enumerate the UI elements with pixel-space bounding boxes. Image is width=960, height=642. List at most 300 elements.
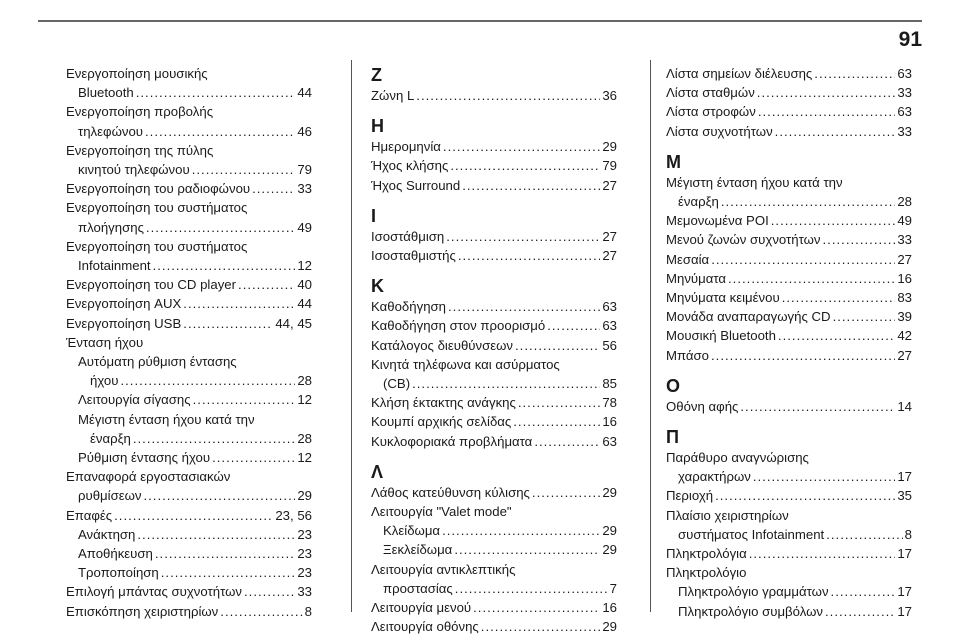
- index-entry-label: Μέγιστη ένταση ήχου κατά την: [666, 174, 843, 190]
- index-page-ref: 44, 45: [275, 315, 312, 331]
- dot-leader: [183, 314, 273, 333]
- index-entry-text: Bluetooth: [78, 85, 134, 101]
- index-entry-text: Λίστα συχνοτήτων: [666, 123, 773, 139]
- dot-leader: [749, 544, 896, 563]
- index-subentry: [371, 521, 617, 540]
- index-entry: [66, 102, 312, 140]
- dot-leader: [448, 297, 600, 316]
- index-entry-line: [371, 227, 617, 246]
- index-entry-line: [666, 346, 912, 365]
- index-page-ref: 12: [297, 450, 312, 466]
- index-subentry: [666, 582, 912, 601]
- index-page-ref: 29: [602, 619, 617, 635]
- index-page-ref: 44: [297, 85, 312, 101]
- index-page-ref: 29: [602, 139, 617, 155]
- index-entry-line: [371, 176, 617, 195]
- index-entry-text: Ισοσταθμιστής: [371, 248, 456, 264]
- index-group: [666, 375, 912, 416]
- index-entry-line: [66, 275, 312, 294]
- index-page-ref: 17: [897, 603, 912, 619]
- index-entry-line: [66, 294, 312, 313]
- index-entry-label: Πληκτρολόγιο: [666, 565, 747, 581]
- index-subentry: [66, 390, 312, 409]
- index-entry-line: [66, 83, 312, 102]
- dot-leader: [442, 521, 600, 540]
- index-entry-text: Λειτουργία οθόνης: [371, 619, 479, 635]
- index-page-ref: 29: [297, 488, 312, 504]
- index-entry-text: Ισοστάθμιση: [371, 228, 445, 244]
- index-entry-line: [371, 336, 617, 355]
- index-entry: [371, 598, 617, 617]
- index-entry: [66, 467, 312, 505]
- dot-leader: [183, 294, 295, 313]
- index-subentry: [66, 525, 312, 544]
- index-page-ref: 63: [602, 318, 617, 334]
- index-entry-line: [371, 598, 617, 617]
- index-entry-text: ρυθμίσεων: [78, 488, 142, 504]
- index-entry-line: [666, 102, 912, 121]
- dot-leader: [192, 160, 296, 179]
- index-page-ref: 56: [602, 337, 617, 353]
- dot-leader: [120, 371, 295, 390]
- index-page-ref: 28: [897, 194, 912, 210]
- index-subentry: [66, 544, 312, 563]
- index-entry-line: [666, 397, 912, 416]
- index-entry: [66, 506, 312, 525]
- index-entry-text: Κυκλοφοριακά προβλήματα: [371, 433, 533, 449]
- index-entry-line: [371, 156, 617, 175]
- index-entry-label: Ένταση ήχου: [66, 334, 144, 350]
- index-page-ref: 8: [304, 603, 312, 619]
- dot-leader: [814, 64, 895, 83]
- index-entry: [371, 156, 617, 175]
- top-rule: [38, 20, 922, 22]
- index-entry-text: Μενού ζωνών συχνοτήτων: [666, 232, 821, 248]
- index-group: [666, 426, 912, 621]
- index-entry-line: [66, 160, 312, 179]
- index-entry: [371, 355, 617, 393]
- index-entry-text: Ενεργοποίηση AUX: [66, 296, 182, 312]
- dot-leader: [458, 246, 601, 265]
- index-entry-text: (CB): [383, 376, 411, 392]
- index-page-ref: 35: [897, 488, 912, 504]
- index-entry-text: Πληκτρολόγια: [666, 546, 747, 562]
- index-page-ref: 33: [297, 181, 312, 197]
- index-page-ref: 49: [897, 213, 912, 229]
- index-entry-text: Ξεκλείδωμα: [383, 542, 453, 558]
- index-entry: [666, 173, 912, 211]
- index-page-ref: 23, 56: [275, 507, 312, 523]
- index-entry-text: τηλεφώνου: [78, 123, 144, 139]
- index-entry-label: Λειτουργία αντικλεπτικής: [371, 561, 516, 577]
- index-entry-label: Αυτόματη ρύθμιση έντασης: [78, 354, 237, 370]
- index-entry-line: [371, 617, 617, 636]
- index-entry-text: Πληκτρολόγιο γραμμάτων: [678, 584, 829, 600]
- index-entry-text: προστασίας: [383, 580, 453, 596]
- index-group: [371, 461, 617, 637]
- index-entry: [66, 179, 312, 198]
- dot-leader: [462, 176, 600, 195]
- index-group: [371, 205, 617, 265]
- index-entry: [371, 137, 617, 156]
- index-page-ref: 27: [602, 177, 617, 193]
- index-entry-line: [666, 64, 912, 83]
- dot-leader: [155, 544, 295, 563]
- index-entry: [371, 483, 617, 502]
- index-entry-line: [371, 316, 617, 335]
- dot-leader: [775, 122, 896, 141]
- index-page-ref: 12: [297, 392, 312, 408]
- index-entry-text: Ημερομηνία: [371, 139, 441, 155]
- dot-leader: [145, 122, 295, 141]
- index-entry: [666, 448, 912, 486]
- dot-leader: [515, 336, 600, 355]
- index-entry-line: [66, 563, 312, 582]
- index-page-ref: 33: [897, 123, 912, 139]
- index-page-ref: 27: [602, 248, 617, 264]
- index-letter-heading: Η: [371, 116, 384, 137]
- index-entry: [666, 288, 912, 307]
- index-page-ref: 78: [602, 395, 617, 411]
- dot-leader: [454, 540, 600, 559]
- index-entry: [371, 227, 617, 246]
- index-entry-text: Ρύθμιση έντασης ήχου: [78, 450, 211, 466]
- column-divider: [351, 60, 352, 612]
- dot-leader: [782, 288, 896, 307]
- index-entry-line: [371, 432, 617, 451]
- index-entry: [371, 246, 617, 265]
- index-entry: [371, 176, 617, 195]
- index-group: [371, 115, 617, 195]
- index-page-ref: 17: [897, 546, 912, 562]
- index-entry-text: Ανάκτηση: [78, 526, 136, 542]
- index-entry-line: [371, 246, 617, 265]
- dot-leader: [833, 307, 896, 326]
- dot-leader: [758, 102, 896, 121]
- index-entry-text: Επισκόπηση χειριστηρίων: [66, 603, 219, 619]
- index-entry-line: [666, 544, 912, 563]
- dot-leader: [220, 602, 302, 621]
- index-page-ref: 33: [897, 85, 912, 101]
- index-entry-line: [371, 374, 617, 393]
- index-entry: [666, 269, 912, 288]
- dot-leader: [252, 179, 295, 198]
- index-page-ref: 63: [897, 66, 912, 81]
- index-entry-line: [666, 288, 912, 307]
- index-page-ref: 29: [602, 484, 617, 500]
- index-entry: [66, 314, 312, 333]
- index-entry: [666, 230, 912, 249]
- dot-leader: [532, 483, 600, 502]
- index-entry-line: [666, 307, 912, 326]
- index-letter-heading: Π: [666, 427, 679, 448]
- index-letter-heading: Μ: [666, 151, 681, 172]
- index-entry-line: [371, 393, 617, 412]
- index-entry-text: Λίστα σημείων διέλευσης: [666, 66, 813, 81]
- index-subentry: [371, 540, 617, 559]
- index-entry-label: Λειτουργία "Valet mode": [371, 504, 512, 520]
- index-entry: [66, 582, 312, 601]
- dot-leader: [753, 467, 895, 486]
- index-entry: [66, 602, 312, 621]
- dot-leader: [831, 582, 896, 601]
- index-entry-text: Λίστα στροφών: [666, 104, 756, 120]
- index-entry-text: Λειτουργία μενού: [371, 600, 472, 616]
- index-entry-line: [66, 525, 312, 544]
- dot-leader: [244, 582, 295, 601]
- dot-leader: [826, 525, 902, 544]
- index-entry: [66, 198, 312, 236]
- index-entry: [666, 544, 912, 563]
- index-entry-text: Μηνύματα κειμένου: [666, 290, 780, 306]
- index-entry-line: [66, 122, 312, 141]
- dot-leader: [153, 256, 296, 275]
- index-entry-line: [66, 371, 312, 390]
- dot-leader: [778, 326, 895, 345]
- index-entry: [666, 346, 912, 365]
- index-group: [371, 64, 617, 105]
- dot-leader: [757, 83, 896, 102]
- index-entry-text: έναρξη: [678, 194, 719, 210]
- index-page-ref: 79: [297, 162, 312, 178]
- index-group: [666, 64, 912, 141]
- index-entry-line: [371, 540, 617, 559]
- index-entry-text: Λάθος κατεύθυνση κύλισης: [371, 484, 530, 500]
- index-page-ref: 12: [297, 258, 312, 274]
- index-page-ref: 28: [297, 373, 312, 389]
- index-entry: [371, 393, 617, 412]
- index-entry-line: [66, 390, 312, 409]
- index-entry: [666, 397, 912, 416]
- index-letter-heading: Ο: [666, 375, 681, 396]
- dot-leader: [137, 525, 295, 544]
- index-page-ref: 17: [897, 469, 912, 485]
- index-entry-line: [666, 486, 912, 505]
- index-entry: [371, 336, 617, 355]
- index-entry-text: Περιοχή: [666, 488, 714, 504]
- index-entry-line: [666, 326, 912, 345]
- index-entry-label: Επαναφορά εργοστασιακών: [66, 469, 231, 485]
- index-entry-text: Κλήση έκτακτης ανάγκης: [371, 395, 516, 411]
- index-entry: [666, 506, 912, 544]
- index-entry-line: [371, 86, 617, 105]
- index-entry-text: Ζώνη L: [371, 88, 415, 103]
- index-entry-line: [371, 579, 617, 598]
- index-entry: [371, 316, 617, 335]
- index-subentry: [66, 563, 312, 582]
- dot-leader: [547, 316, 600, 335]
- index-entry-text: Κατάλογος διευθύνσεων: [371, 337, 513, 353]
- index-page-ref: 27: [897, 347, 912, 363]
- index-page-ref: 33: [897, 232, 912, 248]
- index-entry: [666, 486, 912, 505]
- dot-leader: [446, 227, 600, 246]
- index-page-ref: 63: [897, 104, 912, 120]
- index-entry: [66, 64, 312, 102]
- index-entry-label: Πλαίσιο χειριστηρίων: [666, 507, 789, 523]
- index-entry-line: [666, 250, 912, 269]
- index-page-ref: 33: [297, 584, 312, 600]
- index-entry-line: [666, 211, 912, 230]
- index-entry-line: [66, 179, 312, 198]
- index-page-ref: 8: [904, 526, 912, 542]
- index-page-ref: 28: [297, 430, 312, 446]
- index-entry-text: Ενεργοποίηση USB: [66, 315, 182, 331]
- index-entry-text: Επιλογή μπάντας συχνοτήτων: [66, 584, 243, 600]
- index-entry-text: Πληκτρολόγιο συμβόλων: [678, 603, 823, 619]
- index-entry: [371, 560, 617, 598]
- dot-leader: [146, 218, 295, 237]
- dot-leader: [728, 269, 895, 288]
- index-entry: [66, 275, 312, 294]
- index-page-ref: 16: [897, 270, 912, 286]
- index-entry-line: [66, 506, 312, 525]
- index-entry-line: [371, 483, 617, 502]
- index-page-ref: 49: [297, 219, 312, 235]
- index-entry-line: [666, 269, 912, 288]
- index-entry: [371, 432, 617, 451]
- dot-leader: [455, 579, 608, 598]
- dot-leader: [193, 390, 296, 409]
- index-entry: [666, 211, 912, 230]
- index-entry-line: [666, 83, 912, 102]
- dot-leader: [212, 448, 295, 467]
- index-page-ref: 36: [602, 88, 617, 103]
- index-entry-line: [66, 602, 312, 621]
- dot-leader: [711, 250, 895, 269]
- index-letter-heading: Ι: [371, 205, 377, 226]
- index-entry-line: [666, 582, 912, 601]
- dot-leader: [481, 617, 601, 636]
- index-entry-text: χαρακτήρων: [678, 469, 751, 485]
- index-entry-text: Επαφές: [66, 507, 113, 523]
- dot-leader: [825, 602, 895, 621]
- index-entry-text: Κουμπί αρχικής σελίδας: [371, 414, 512, 430]
- index-entry-label: Ενεργοποίηση του συστήματος: [66, 238, 248, 254]
- dot-leader: [473, 598, 600, 617]
- index-entry-line: [371, 521, 617, 540]
- dot-leader: [534, 432, 600, 451]
- dot-leader: [740, 397, 895, 416]
- index-page-ref: 42: [897, 328, 912, 344]
- index-entry-line: [666, 602, 912, 621]
- index-entry: [66, 333, 312, 352]
- page-number: 91: [898, 28, 922, 51]
- index-entry-text: Ήχος κλήσης: [371, 158, 449, 174]
- index-entry-text: Μηνύματα: [666, 270, 726, 286]
- index-page-ref: 7: [609, 580, 617, 596]
- index-entry: [371, 297, 617, 316]
- index-entry: [666, 102, 912, 121]
- index-entry-line: [66, 314, 312, 333]
- index-page-ref: 29: [602, 523, 617, 539]
- index-letter-heading: Κ: [371, 276, 384, 297]
- index-group: [666, 151, 912, 365]
- index-entry: [666, 250, 912, 269]
- dot-leader: [513, 412, 600, 431]
- index-page-ref: 46: [297, 123, 312, 139]
- index-page-ref: 40: [297, 277, 312, 293]
- index-entry-label: Ενεργοποίηση μουσικής: [66, 66, 208, 81]
- index-entry-text: Κλείδωμα: [383, 523, 441, 539]
- dot-leader: [443, 137, 600, 156]
- index-entry: [66, 237, 312, 275]
- dot-leader: [715, 486, 895, 505]
- index-entry: [666, 83, 912, 102]
- index-page-ref: 63: [602, 433, 617, 449]
- index-entry-text: συστήματος Infotainment: [678, 526, 825, 542]
- index-entry-line: [666, 192, 912, 211]
- index-entry: [66, 141, 312, 179]
- index-page-ref: 23: [297, 526, 312, 542]
- dot-leader: [238, 275, 295, 294]
- index-letter-heading: Λ: [371, 461, 384, 482]
- index-page-ref: 83: [897, 290, 912, 306]
- index-group: [66, 64, 312, 621]
- index-entry-line: [66, 582, 312, 601]
- index-entry-text: έναρξη: [90, 430, 131, 446]
- index-page-ref: 23: [297, 565, 312, 581]
- dot-leader: [412, 374, 600, 393]
- dot-leader: [450, 156, 600, 175]
- index-subentry: [66, 448, 312, 467]
- index-entry: [666, 64, 912, 83]
- dot-leader: [136, 83, 296, 102]
- index-entry: [66, 294, 312, 313]
- index-subentry: [666, 602, 912, 621]
- index-entry-line: [66, 218, 312, 237]
- index-entry: [371, 502, 617, 521]
- dot-leader: [114, 506, 273, 525]
- index-entry-text: Καθοδήγηση: [371, 299, 447, 315]
- dot-leader: [518, 393, 600, 412]
- index-column-3: [666, 64, 912, 621]
- index-entry-line: [371, 297, 617, 316]
- index-entry: [666, 563, 912, 582]
- index-entry-text: Μονάδα αναπαραγωγής CD: [666, 309, 831, 325]
- index-entry-label: Ενεργοποίηση του συστήματος: [66, 200, 248, 216]
- index-entry-line: [371, 412, 617, 431]
- index-page-ref: 85: [602, 376, 617, 392]
- index-entry-line: [66, 544, 312, 563]
- index-subentry: [66, 352, 312, 390]
- index-entry-line: [666, 525, 912, 544]
- dot-leader: [143, 486, 295, 505]
- dot-leader: [416, 86, 600, 105]
- index-entry-text: κινητού τηλεφώνου: [78, 162, 190, 178]
- index-entry-text: Μουσική Bluetooth: [666, 328, 776, 344]
- index-entry: [666, 326, 912, 345]
- index-entry: [371, 617, 617, 636]
- index-entry-line: [66, 429, 312, 448]
- dot-leader: [161, 563, 296, 582]
- dot-leader: [711, 346, 895, 365]
- index-page-ref: 17: [897, 584, 912, 600]
- index-page-ref: 23: [297, 546, 312, 562]
- index-entry-label: Ενεργοποίηση της πύλης: [66, 142, 214, 158]
- index-entry-text: Μεμονωμένα POI: [666, 213, 769, 229]
- index-entry-text: Οθόνη αφής: [666, 398, 739, 414]
- index-page-ref: 44: [297, 296, 312, 312]
- index-entry-text: Τροποποίηση: [78, 565, 159, 581]
- index-page-ref: 29: [602, 542, 617, 558]
- index-page-ref: 27: [897, 251, 912, 267]
- index-page-ref: 63: [602, 299, 617, 315]
- index-entry-label: Κινητά τηλέφωνα και ασύρματος: [371, 356, 560, 372]
- index-page-ref: 16: [602, 600, 617, 616]
- index-entry-text: Μεσαία: [666, 251, 710, 267]
- index-entry-text: Ενεργοποίηση του CD player: [66, 277, 237, 293]
